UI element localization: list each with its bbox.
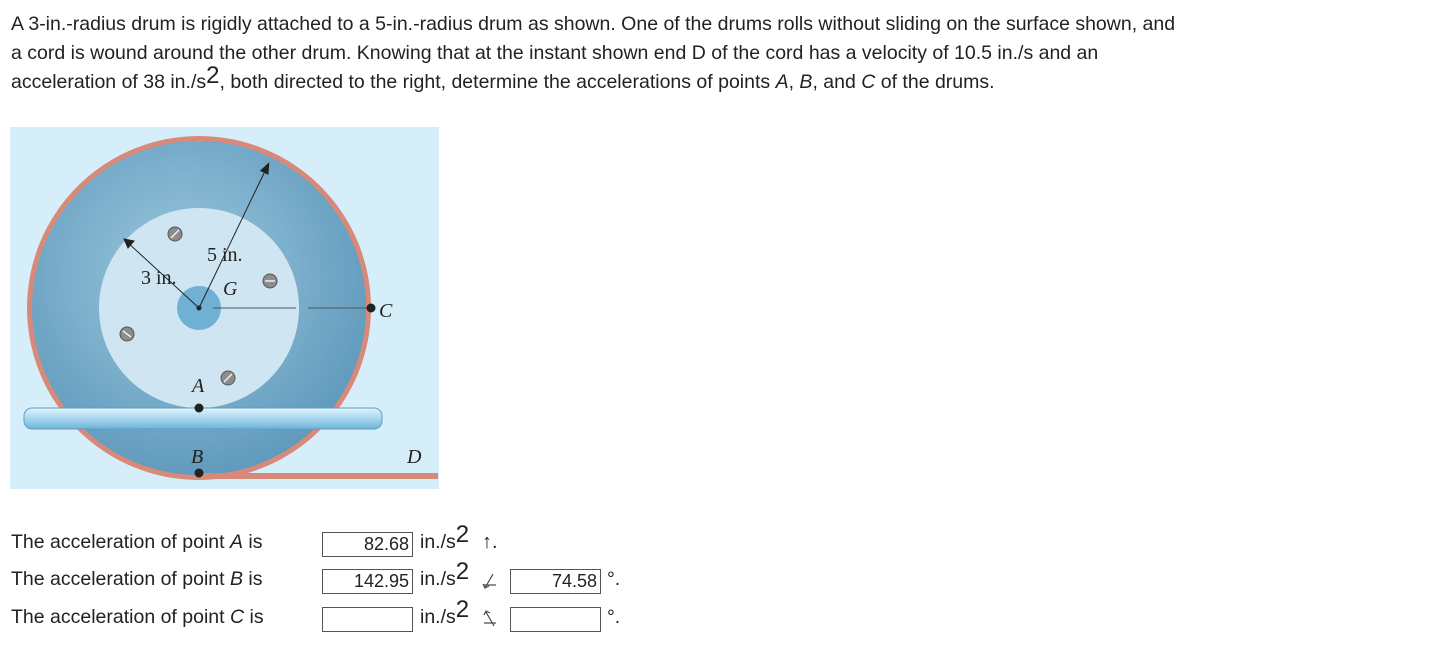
point-b-dot: [195, 469, 204, 478]
degree-symbol: °.: [607, 606, 621, 628]
point-name: B: [229, 568, 243, 590]
point-name: A: [775, 71, 789, 93]
drum-figure: [10, 127, 439, 489]
label-3in: 3 in.: [141, 267, 177, 289]
row-label-text: is: [242, 568, 263, 590]
unit-label: [420, 520, 470, 554]
angle-b-input[interactable]: 74.58: [510, 569, 601, 594]
punctuation: .: [492, 531, 498, 553]
point-name: A: [229, 531, 243, 553]
row-label-text: is: [242, 531, 263, 553]
arrow-up-icon: [482, 531, 498, 554]
rail-surface: [24, 408, 382, 429]
angle-c-input[interactable]: [510, 607, 601, 632]
point-name: C: [861, 71, 876, 93]
row-label-text: The acceleration of point: [11, 606, 230, 628]
drum-diagram: [10, 127, 439, 489]
label-d: D: [407, 446, 422, 468]
accel-b-input[interactable]: 142.95: [322, 569, 413, 594]
unit-label: [420, 557, 470, 591]
superscript: 2: [455, 520, 470, 548]
label-c: C: [379, 300, 393, 322]
row-label: [11, 568, 262, 591]
problem-text: acceleration of 38 in./s: [11, 71, 207, 93]
label-g: G: [223, 278, 238, 300]
label-b: B: [191, 446, 204, 468]
problem-line-2-text: a cord is wound around the other drum. Knowing that at the instant shown end D of the cord has a velocity of 10.5 in./s and an: [11, 42, 1099, 64]
accel-c-input[interactable]: [322, 607, 413, 632]
problem-line-1: A 3-in.-radius drum is rigidly attached to a 5-in.-radius drum as shown. One of the drums rolls without sliding on the surface shown, and: [11, 13, 1176, 35]
row-label: [11, 606, 264, 629]
superscript: 2: [206, 61, 220, 89]
problem-text: , and: [812, 71, 862, 93]
row-label-text: The acceleration of point: [11, 531, 230, 553]
row-label: [11, 531, 262, 554]
superscript: 2: [455, 557, 470, 585]
unit-text: in./s: [420, 531, 456, 553]
unit-label: [420, 595, 470, 629]
problem-line-2: [11, 39, 1421, 68]
superscript: 2: [455, 595, 470, 623]
point-c-dot: [367, 304, 376, 313]
label-a: A: [192, 375, 205, 397]
accel-a-input[interactable]: 82.68: [322, 532, 413, 557]
point-name: B: [799, 71, 813, 93]
angle-up-left-icon: [482, 610, 498, 628]
point-a-dot: [195, 404, 204, 413]
unit-text: in./s: [420, 568, 456, 590]
angle-down-left-icon: [482, 572, 498, 590]
row-label-text: is: [244, 606, 264, 628]
arrow-glyph: ↑: [482, 531, 492, 553]
point-name: C: [229, 606, 245, 628]
label-5in: 5 in.: [207, 244, 243, 266]
problem-statement: [11, 10, 1421, 97]
problem-text: ,: [788, 71, 800, 93]
row-label-text: The acceleration of point: [11, 568, 230, 590]
problem-text: of the drums.: [875, 71, 995, 93]
unit-text: in./s: [420, 606, 456, 628]
problem-text: , both directed to the right, determine the accelerations of points: [219, 71, 776, 93]
degree-symbol: °.: [607, 568, 621, 590]
problem-line-3: [11, 61, 1421, 97]
